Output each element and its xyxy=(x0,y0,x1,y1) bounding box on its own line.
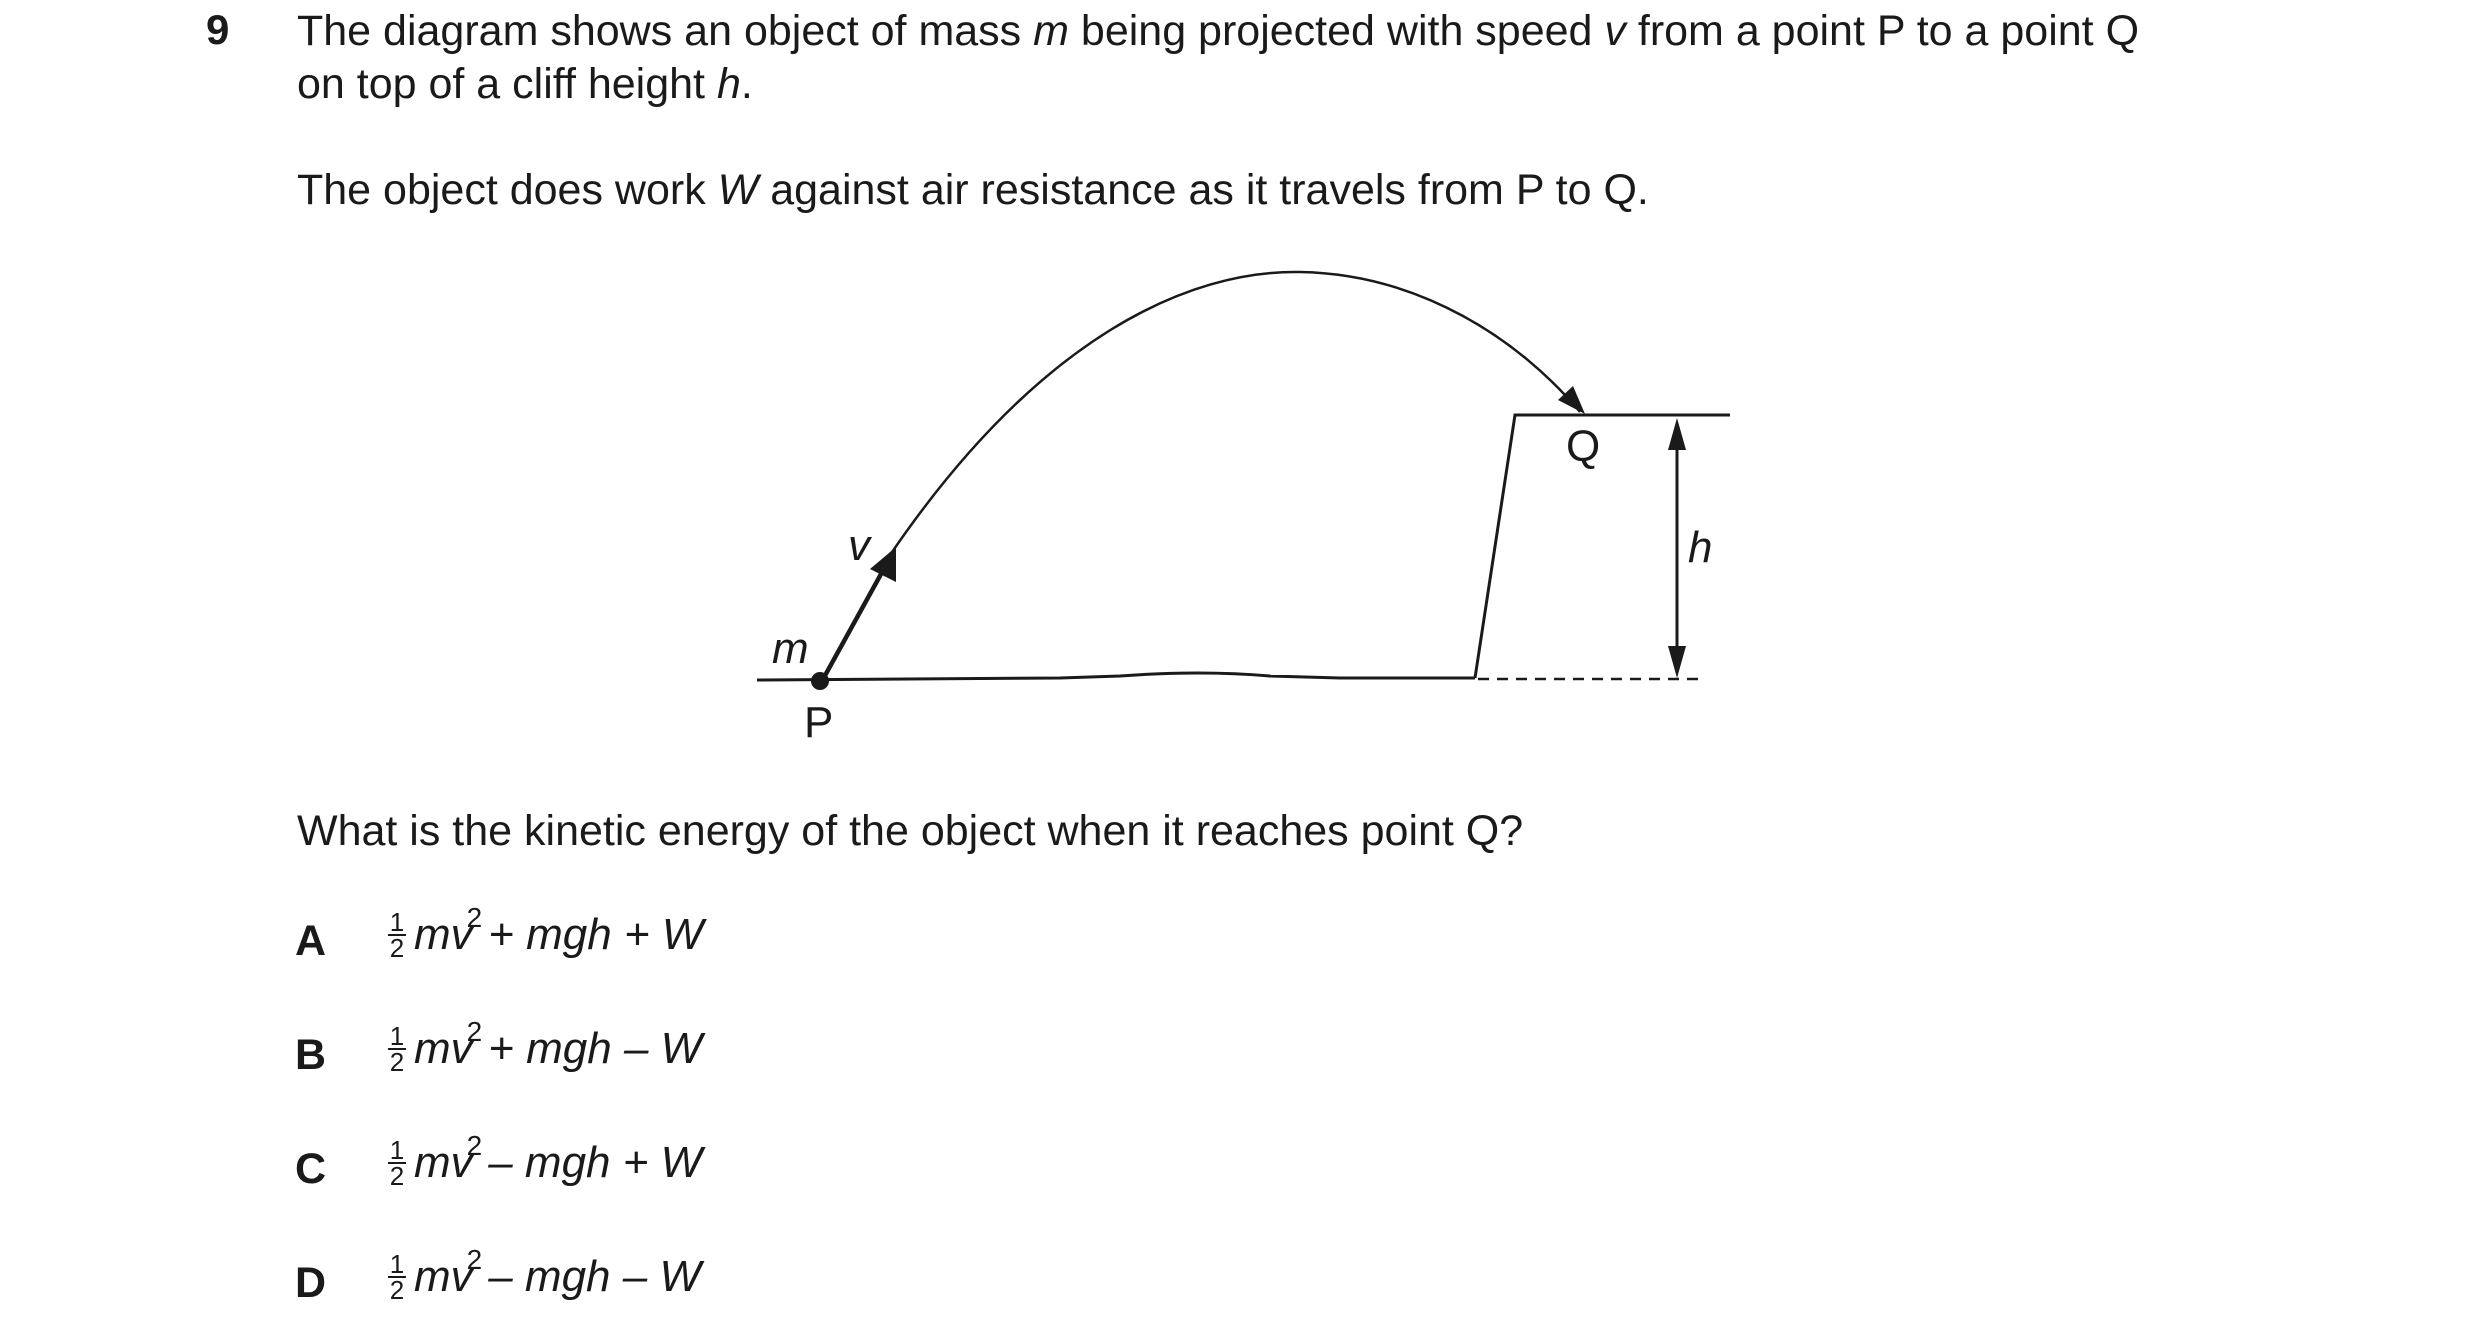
option-d-letter[interactable]: D xyxy=(295,1259,327,1307)
question-prompt: What is the kinetic energy of the object when it reaches point Q? xyxy=(297,807,1524,855)
fraction-half: $\frac{1}{2}$ xyxy=(389,1021,405,1077)
question-stem-line1: The diagram shows an object of mass m being projected with speed v from a point P to a point Q on top of a cliff height h. xyxy=(297,7,2140,108)
option-c-expression[interactable]: $\frac{1}{2}$ mv 2 – mgh + W xyxy=(389,1130,703,1191)
option-a-expression[interactable]: $\frac{1}{2}$ mv 2 + mgh + W xyxy=(389,902,704,963)
label-m: m xyxy=(772,624,809,673)
label-v: v xyxy=(848,521,870,570)
option-c-letter[interactable]: C xyxy=(295,1145,327,1193)
option-d-expression[interactable]: $\frac{1}{2}$ mv 2 – mgh – W xyxy=(389,1244,701,1305)
question-stem-line3: The object does work W against air resistance as it travels from P to Q. xyxy=(297,166,1649,214)
option-b-expression[interactable]: $\frac{1}{2}$ mv 2 + mgh – W xyxy=(389,1016,703,1077)
velocity-arrowhead xyxy=(870,547,896,582)
label-h: h xyxy=(1688,523,1713,572)
trajectory-curve xyxy=(890,272,1580,555)
height-arrow-bottom xyxy=(1668,646,1686,678)
height-arrow-top xyxy=(1668,418,1686,450)
velocity-arrow xyxy=(822,565,886,681)
label-Q: Q xyxy=(1566,422,1601,471)
option-a-letter[interactable]: A xyxy=(295,917,327,965)
ground-line xyxy=(757,673,1475,680)
question-number: 9 xyxy=(206,6,230,53)
fraction-half: $\frac{1}{2}$ xyxy=(389,907,405,963)
fraction-half: $\frac{1}{2}$ xyxy=(389,1135,405,1191)
option-b-letter[interactable]: B xyxy=(295,1031,327,1079)
point-P-dot xyxy=(811,672,829,690)
fraction-half: $\frac{1}{2}$ xyxy=(389,1249,405,1305)
label-P: P xyxy=(804,698,834,747)
